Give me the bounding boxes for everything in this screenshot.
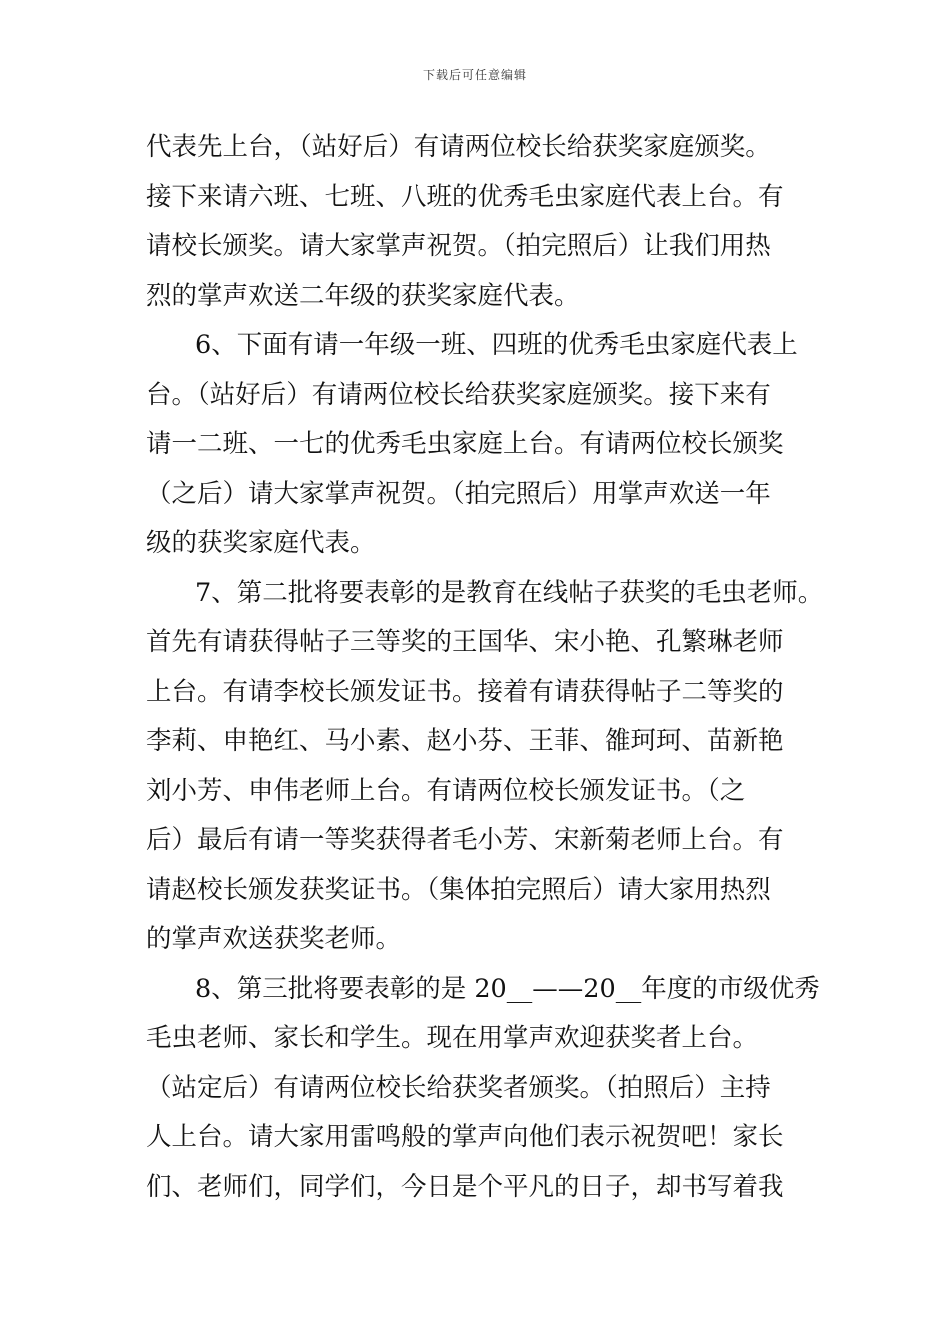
text-line: 们、老师们，同学们，今日是个平凡的日子，却书写着我 (146, 1171, 784, 1202)
document-body (146, 123, 824, 1212)
text-line: 人上台。请大家用雷鸣般的掌声向他们表示祝贺吧！家长 (146, 1122, 784, 1152)
text-line: 后）最后有请一等奖获得者毛小芳、宋新菊老师上台。有 (146, 825, 784, 855)
text-line: 级的获奖家庭代表。 (146, 528, 376, 558)
paragraph-start-line: 6、下面有请一年级一班、四班的优秀毛虫家庭代表上 (195, 330, 798, 360)
text-line: 的掌声欢送获奖老师。 (146, 924, 402, 954)
text-line: 台。（站好后）有请两位校长给获奖家庭颁奖。接下来有 (146, 379, 771, 410)
paragraph-start-line: 8、第三批将要表彰的是 20__——20__年度的市级优秀 (195, 973, 820, 1004)
text-line: 刘小芳、申伟老师上台。有请两位校长颁发证书。（之 (146, 775, 746, 806)
text-line: 代表先上台，（站好后）有请两位校长给获奖家庭颁奖。 (146, 132, 771, 162)
paragraph-start-line: 7、第二批将要表彰的是教育在线帖子获奖的毛虫老师。 (195, 577, 824, 608)
text-line: 首先有请获得帖子三等奖的王国华、宋小艳、孔繁琳老师 (146, 627, 784, 657)
text-line: （之后）请大家掌声祝贺。（拍完照后）用掌声欢送一年 (146, 478, 771, 509)
text-line: 请一二班、一七的优秀毛虫家庭上台。有请两位校长颁奖 (146, 429, 784, 459)
text-line: 上台。有请李校长颁发证书。接着有请获得帖子二等奖的 (146, 676, 784, 707)
text-line: 请赵校长颁发获奖证书。（集体拍完照后）请大家用热烈 (146, 874, 771, 905)
text-line: 请校长颁奖。请大家掌声祝贺。（拍完照后）让我们用热 (146, 231, 771, 261)
text-line: 李莉、申艳红、马小素、赵小芬、王菲、雒珂珂、苗新艳 (146, 726, 784, 756)
text-line: （站定后）有请两位校长给获奖者颁奖。（拍照后）主持 (146, 1072, 771, 1103)
text-line: 接下来请六班、七班、八班的优秀毛虫家庭代表上台。有 (146, 181, 784, 212)
page-header: 下载后可任意编辑 (422, 68, 527, 82)
text-line: 烈的掌声欢送二年级的获奖家庭代表。 (146, 280, 580, 311)
text-line: 毛虫老师、家长和学生。现在用掌声欢迎获奖者上台。 (146, 1023, 759, 1053)
